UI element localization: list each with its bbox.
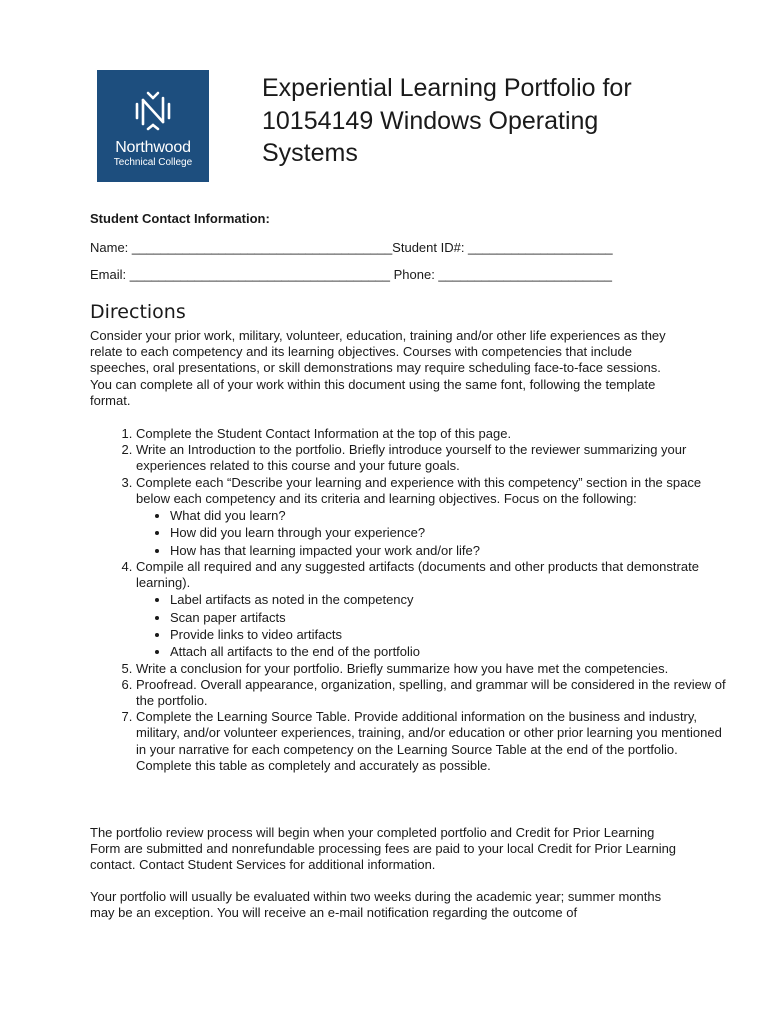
step-item	[136, 426, 728, 442]
directions-intro-paragraph: Consider your prior work, military, volunteer, education, training and/or other life experiences as they relate to each competency and its learning objectives. Courses with competencies that include speeches, oral presentations, or skill demonstrations may require scheduling face-to-face sessions. You can complete all of your work within this document using the same font, following the template format.	[90, 328, 666, 408]
bullet-item: • How did you learn through your experience?	[170, 524, 728, 541]
logo-name: Northwood	[115, 139, 191, 156]
step-item	[136, 559, 728, 661]
step-item	[136, 677, 728, 709]
step-text: Write a conclusion for your portfolio. Briefly summarize how you have met the competencies.	[136, 660, 669, 676]
step4-bullet-list	[136, 591, 728, 660]
email-phone-field-row: Email: ____________________________________ Phone: ________________________	[90, 267, 612, 282]
step3-bullet-list	[136, 507, 728, 559]
step-text: Complete the Learning Source Table. Provide additional information on the business and industry, military, and/or volunteer experiences, training, and/or education or other prior learning you mentioned in your narrative for each competency on the Learning Source Table at the end of the portfolio. Complete this table as completely and accurately as possible.	[136, 709, 722, 773]
step-item	[136, 661, 728, 677]
document-title: Experiential Learning Portfolio for 10154149 Windows Operating Systems	[262, 74, 632, 167]
bullet-item: • Attach all artifacts to the end of the portfolio	[170, 643, 728, 660]
bullet-item: • How has that learning impacted your work and/or life?	[170, 542, 728, 559]
contact-heading: Student Contact Information:	[90, 211, 270, 226]
step-text: Write an Introduction to the portfolio. Briefly introduce yourself to the reviewer summarizing your experiences related to this course and your future goals.	[136, 442, 687, 474]
step-text: Complete the Student Contact Information at the top of this page.	[136, 426, 512, 441]
bullet-item: • Scan paper artifacts	[170, 609, 728, 626]
step-text: Proofread. Overall appearance, organization, spelling, and grammar will be considered in the review of the portfolio.	[136, 676, 726, 708]
bullet-item: • Label artifacts as noted in the competency	[170, 591, 728, 608]
step-item	[136, 475, 728, 559]
northwood-n-icon	[133, 90, 173, 132]
northwood-logo	[97, 70, 209, 182]
bullet-item: • What did you learn?	[170, 507, 728, 524]
directions-steps-list	[90, 426, 728, 774]
logo-subtitle: Technical College	[113, 157, 193, 168]
step-item	[136, 442, 728, 474]
bullet-item: • Provide links to video artifacts	[170, 626, 728, 643]
step-text: Compile all required and any suggested artifacts (documents and other products that demonstrate learning).	[136, 558, 699, 591]
review-process-paragraph: The portfolio review process will begin when your completed portfolio and Credit for Prior Learning Form are submitted and nonrefundable processing fees are paid to your local Credit for Prior Learning contact. Contact Student Services for additional information.	[90, 825, 677, 873]
evaluation-paragraph: Your portfolio will usually be evaluated within two weeks during the academic year; summer months may be an exception. You will receive an e-mail notification regarding the outcome of	[90, 889, 662, 921]
name-student-id-field-row: Name: ____________________________________Student ID#: ____________________	[90, 240, 613, 255]
directions-heading: Directions	[90, 301, 186, 323]
step-item	[136, 709, 728, 774]
step-text: Complete each “Describe your learning and experience with this competency” section in the space below each competency and its criteria and learning objectives. Focus on the following:	[136, 474, 702, 506]
